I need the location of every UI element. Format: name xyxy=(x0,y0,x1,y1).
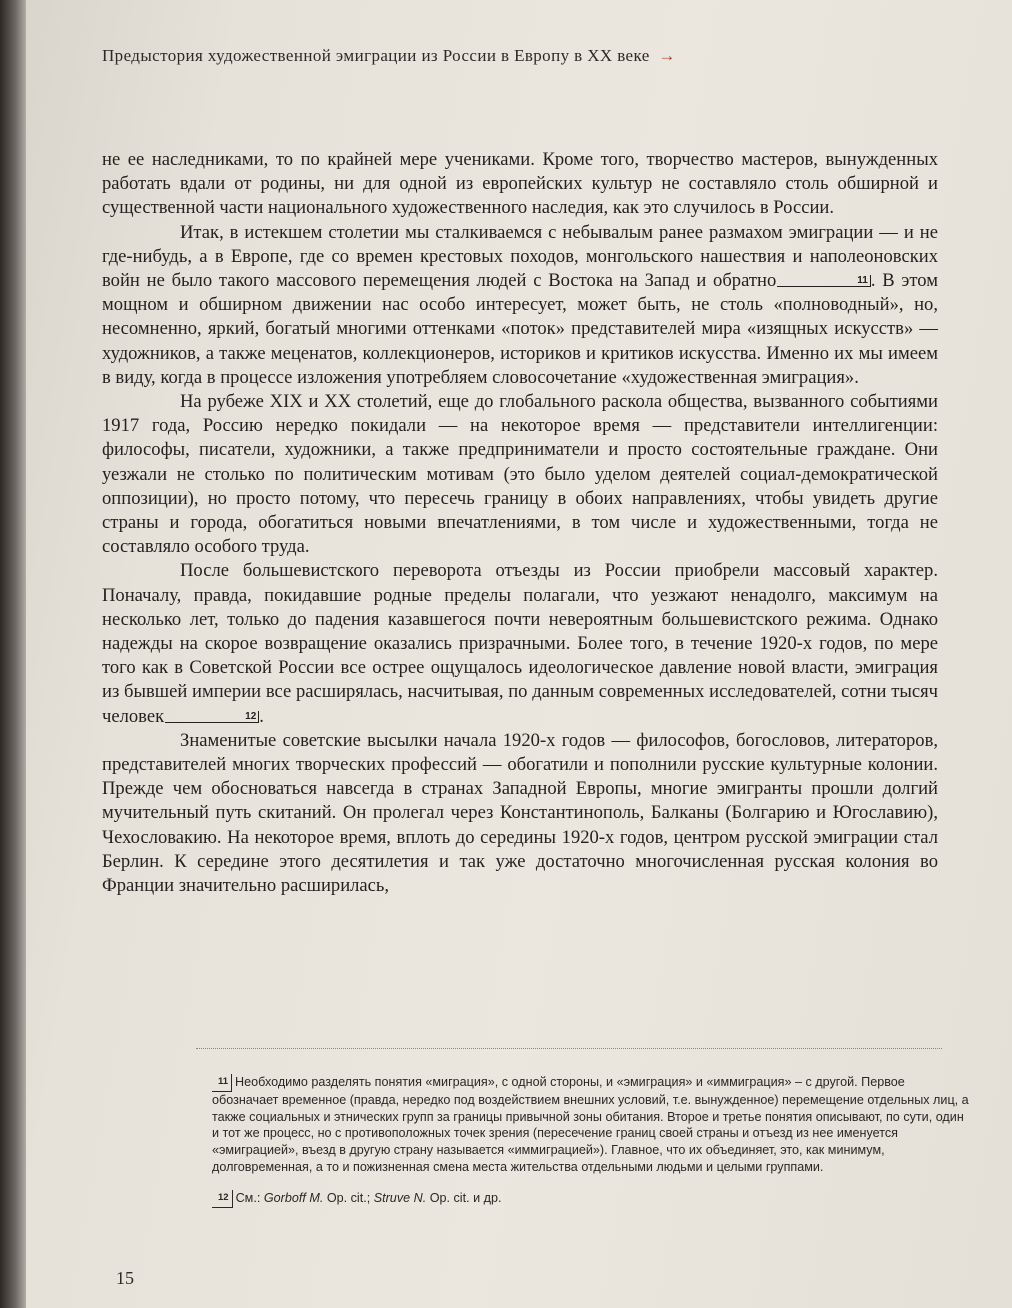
footnote-number: 11 xyxy=(212,1074,232,1092)
footnote-12 xyxy=(212,1190,972,1208)
footnote-12-author-1: Gorboff M. xyxy=(263,1190,324,1205)
footnote-11 xyxy=(212,1074,972,1176)
paragraph-4-text-a: После большевистского переворота отъезды из России приобрели массовый характер. Поначалу, правда, покидавшие родные пределы полагали, что уезжают ненадолго, максимум на несколько лет, только до падения казавшегося почти невероятным большевистского режима. Однако надежды на скорое возвращение оказались призрачными. Более того, в течение 1920-х годов, по мере того как в Советской России все острее ощущалось идеологическое давление новой власти, эмиграция из бывшей империи все расширялась, насчитывая, по данным современных исследователей, сотни тысяч человек xyxy=(102,560,938,727)
page-number: 15 xyxy=(116,1268,134,1288)
footnote-divider xyxy=(196,1048,942,1049)
paragraph-1: не ее наследниками, то по крайней мере учениками. Кроме того, творчество мастеров, вынужденных работать вдали от родины, ни для одной из европейских культур не составляло столь обширной и существенной части национального художественного наследия, как это случилось в России. xyxy=(102,149,938,219)
paragraph-2-text-a: Итак, в истекшем столетии мы сталкиваемся с небывалым ранее размахом эмиграции — и не где-нибудь, а в Европе, где со времен крестовых походов, монгольского нашествия и наполеоновских войн не было такого массового перемещения людей с Востока на Запад и обратно xyxy=(102,221,938,292)
paragraph-3: На рубеже XIX и XX столетий, еще до глобального раскола общества, вызванного событиями 1917 года, Россию нередко покидали — на некоторое время — представители интеллигенции: философы, писатели, художники, а также предприниматели и просто состоятельные граждане. Они уезжали не столько по политическим мотивам (это было уделом деятелей социал-демократической оппозиции), но просто потому, что пересечь границу в обоих направлениях, чтобы увидеть другие страны и города, обогатиться новыми впечатлениями, в том числе и художественными, тогда не составляло особого труда. xyxy=(102,391,938,558)
main-text xyxy=(102,148,938,898)
paragraph-2 xyxy=(102,221,938,390)
footnote-ref-12[interactable]: 12 xyxy=(165,711,259,723)
book-spine-shadow xyxy=(0,0,28,1308)
footnote-12-mid: Op. cit.; xyxy=(323,1190,374,1205)
paragraph-2-text-b: . В этом мощном и обширном движении нас особо интересует, может быть, не столь «полноводный», но, несомненно, яркий, богатый многими оттенками «поток» представителей мира «изящных искусств» — художников, а также меценатов, коллекционеров, историков и критиков искусства. Именно их мы имеем в виду, когда в процессе изложения употребляем словосочетание «художественная эмиграция». xyxy=(102,270,939,388)
footnote-11-text: Необходимо разделять понятия «миграция», с одной стороны, и «эмиграция» и «иммиграция» – с другой. Первое обозначает временное (правда, нередко под воздействием внешних условий, т.е. вынужденное) перемещение отдельных лиц, а также социальных и этнических групп за границы привычной зоны обитания. Второе и третье понятия описывают, по сути, один и тот же процесс, но с противоположных точек зрения (пересечение границ своей страны и отъезд из нее именуется «эмиграцией», въезд в другую страну называется «иммиграцией»). Главное, что их объединяет, это, как минимум, долговременная, а то и пожизненная смена места жительства отдельными людьми и целыми группами. xyxy=(212,1075,969,1174)
footnote-12-suffix: Op. cit. и др. xyxy=(426,1190,502,1205)
footnote-number: 12 xyxy=(212,1190,233,1208)
footnote-12-author-2: Struve N. xyxy=(373,1190,427,1205)
paragraph-4-text-b: . xyxy=(259,705,264,727)
running-header xyxy=(102,46,982,66)
paragraph-4 xyxy=(102,559,938,728)
book-page xyxy=(26,0,1012,1308)
paragraph-5: Знаменитые советские высылки начала 1920-х годов — философов, богословов, литераторов, представителей многих творческих профессий — обогатили и пополнили русские культурные колонии. Прежде чем обосноваться навсегда в странах Западной Европы, многие эмигранты прошли долгий мучительный путь скитаний. Он пролегал через Константинополь, Балканы (Болгарию и Югославию), Чехословакию. На некоторое время, вплоть до середины 1920-х годов, центром русской эмиграции стал Берлин. К середине этого десятилетия и так уже достаточно многочисленная русская колония во Франции значительно расширилась, xyxy=(102,729,938,897)
footnote-ref-11[interactable]: 11 xyxy=(777,275,871,287)
running-title: Предыстория художественной эмиграции из России в Европу в XX веке xyxy=(102,46,650,65)
footnotes xyxy=(212,1074,972,1222)
footnote-12-prefix: См.: xyxy=(235,1190,264,1205)
arrow-right-icon: → xyxy=(658,46,676,65)
